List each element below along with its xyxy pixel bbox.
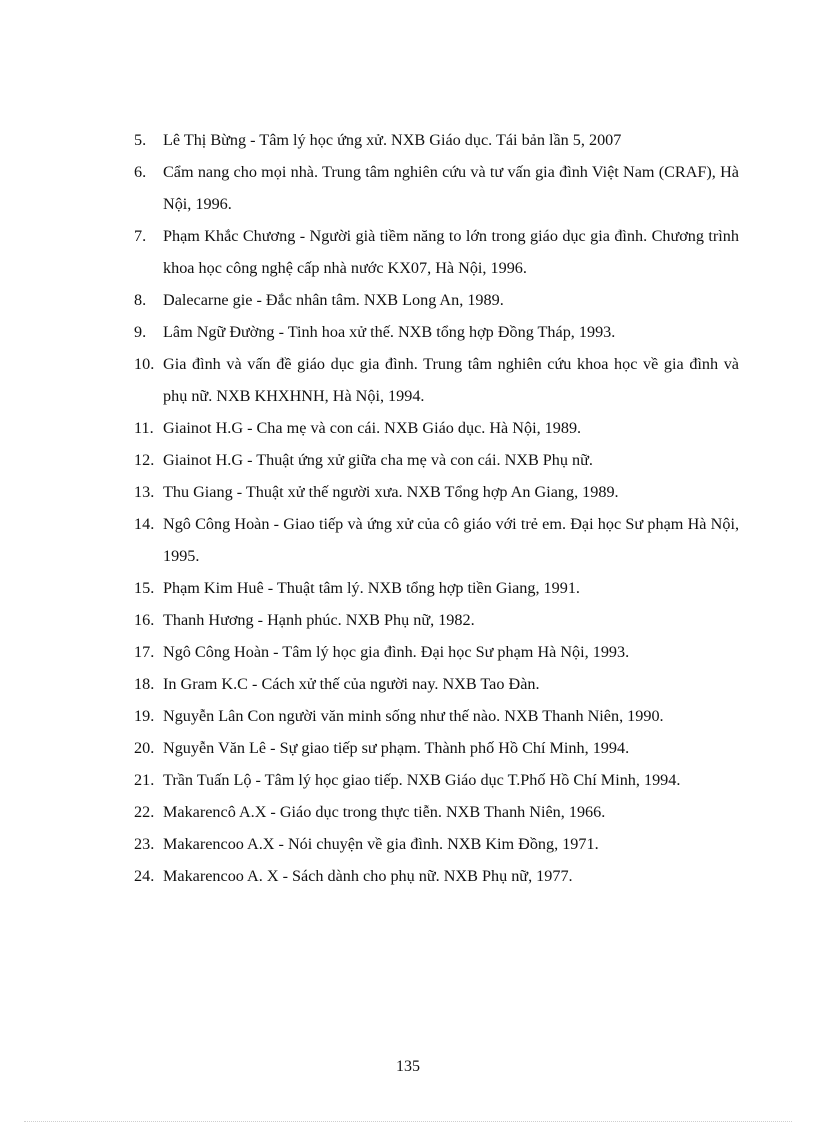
reference-number: 11. xyxy=(134,419,154,437)
page-bottom-divider xyxy=(24,1121,792,1122)
reference-number: 22. xyxy=(134,803,155,821)
reference-item xyxy=(134,476,739,508)
reference-item xyxy=(134,636,739,668)
reference-text: Thanh Hương - Hạnh phúc. NXB Phụ nữ, 1982. xyxy=(163,611,475,629)
reference-text: Nguyễn Lân Con người văn minh sống như thế nào. NXB Thanh Niên, 1990. xyxy=(163,707,664,725)
reference-number: 10. xyxy=(134,355,155,373)
reference-number: 24. xyxy=(134,867,155,885)
reference-text: Ngô Công Hoàn - Tâm lý học gia đình. Đại học Sư phạm Hà Nội, 1993. xyxy=(163,643,630,661)
reference-item xyxy=(134,348,739,412)
reference-text: Makarencoo A.X - Nói chuyện về gia đình. NXB Kim Đồng, 1971. xyxy=(163,835,599,853)
reference-item xyxy=(134,412,739,444)
reference-number: 18. xyxy=(134,675,155,693)
reference-number: 14. xyxy=(134,515,155,533)
reference-item xyxy=(134,604,739,636)
reference-number: 6. xyxy=(134,163,147,181)
reference-item xyxy=(134,220,739,284)
reference-text: Cẩm nang cho mọi nhà. Trung tâm nghiên cứu và tư vấn gia đình Việt Nam (CRAF), Hà Nội, 1996. xyxy=(163,163,739,213)
reference-text: Lê Thị Bừng - Tâm lý học ứng xử. NXB Giáo dục. Tái bản lần 5, 2007 xyxy=(163,131,622,149)
reference-text: Giainot H.G - Thuật ứng xử giữa cha mẹ và con cái. NXB Phụ nữ. xyxy=(163,451,593,469)
reference-item xyxy=(134,732,739,764)
reference-text: Nguyễn Văn Lê - Sự giao tiếp sư phạm. Thành phố Hồ Chí Minh, 1994. xyxy=(163,739,630,757)
reference-item xyxy=(134,860,739,892)
reference-number: 23. xyxy=(134,835,155,853)
reference-number: 21. xyxy=(134,771,155,789)
reference-number: 16. xyxy=(134,611,155,629)
reference-text: In Gram K.C - Cách xử thế của người nay. NXB Tao Đàn. xyxy=(163,675,540,693)
reference-text: Phạm Kim Huê - Thuật tâm lý. NXB tổng hợp tiền Giang, 1991. xyxy=(163,579,580,597)
reference-item xyxy=(134,764,739,796)
reference-item xyxy=(134,156,739,220)
reference-item xyxy=(134,316,739,348)
reference-number: 20. xyxy=(134,739,155,757)
reference-text: Gia đình và vấn đề giáo dục gia đình. Trung tâm nghiên cứu khoa học về gia đình và phụ nữ. NXB KHXHNH, Hà Nội, 1994. xyxy=(163,355,739,405)
reference-text: Dalecarne gie - Đắc nhân tâm. NXB Long An, 1989. xyxy=(163,291,504,309)
reference-list xyxy=(134,124,739,892)
reference-text: Makarencô A.X - Giáo dục trong thực tiễn. NXB Thanh Niên, 1966. xyxy=(163,803,606,821)
reference-number: 8. xyxy=(134,291,147,309)
reference-number: 9. xyxy=(134,323,147,341)
reference-item xyxy=(134,284,739,316)
reference-number: 17. xyxy=(134,643,155,661)
reference-text: Phạm Khắc Chương - Người già tiềm năng to lớn trong giáo dục gia đình. Chương trình khoa học công nghệ cấp nhà nước KX07, Hà Nội, 1996. xyxy=(163,227,739,277)
reference-number: 19. xyxy=(134,707,155,725)
reference-number: 15. xyxy=(134,579,155,597)
reference-item xyxy=(134,124,739,156)
page-number: 135 xyxy=(396,1058,420,1075)
reference-text: Lâm Ngữ Đường - Tinh hoa xử thế. NXB tổng hợp Đồng Tháp, 1993. xyxy=(163,323,616,341)
reference-number: 7. xyxy=(134,227,147,245)
reference-number: 5. xyxy=(134,131,147,149)
reference-number: 12. xyxy=(134,451,155,469)
reference-text: Makarencoo A. X - Sách dành cho phụ nữ. NXB Phụ nữ, 1977. xyxy=(163,867,573,885)
reference-item xyxy=(134,700,739,732)
reference-item xyxy=(134,796,739,828)
reference-text: Trần Tuấn Lộ - Tâm lý học giao tiếp. NXB Giáo dục T.Phố Hồ Chí Minh, 1994. xyxy=(163,771,681,789)
reference-item xyxy=(134,444,739,476)
reference-item xyxy=(134,572,739,604)
reference-item xyxy=(134,828,739,860)
reference-number: 13. xyxy=(134,483,155,501)
reference-text: Thu Giang - Thuật xử thế người xưa. NXB Tổng hợp An Giang, 1989. xyxy=(163,483,619,501)
reference-text: Giainot H.G - Cha mẹ và con cái. NXB Giáo dục. Hà Nội, 1989. xyxy=(163,419,582,437)
reference-item xyxy=(134,668,739,700)
reference-text: Ngô Công Hoàn - Giao tiếp và ứng xử của cô giáo với trẻ em. Đại học Sư phạm Hà Nội, 1995. xyxy=(163,515,739,565)
reference-item xyxy=(134,508,739,572)
